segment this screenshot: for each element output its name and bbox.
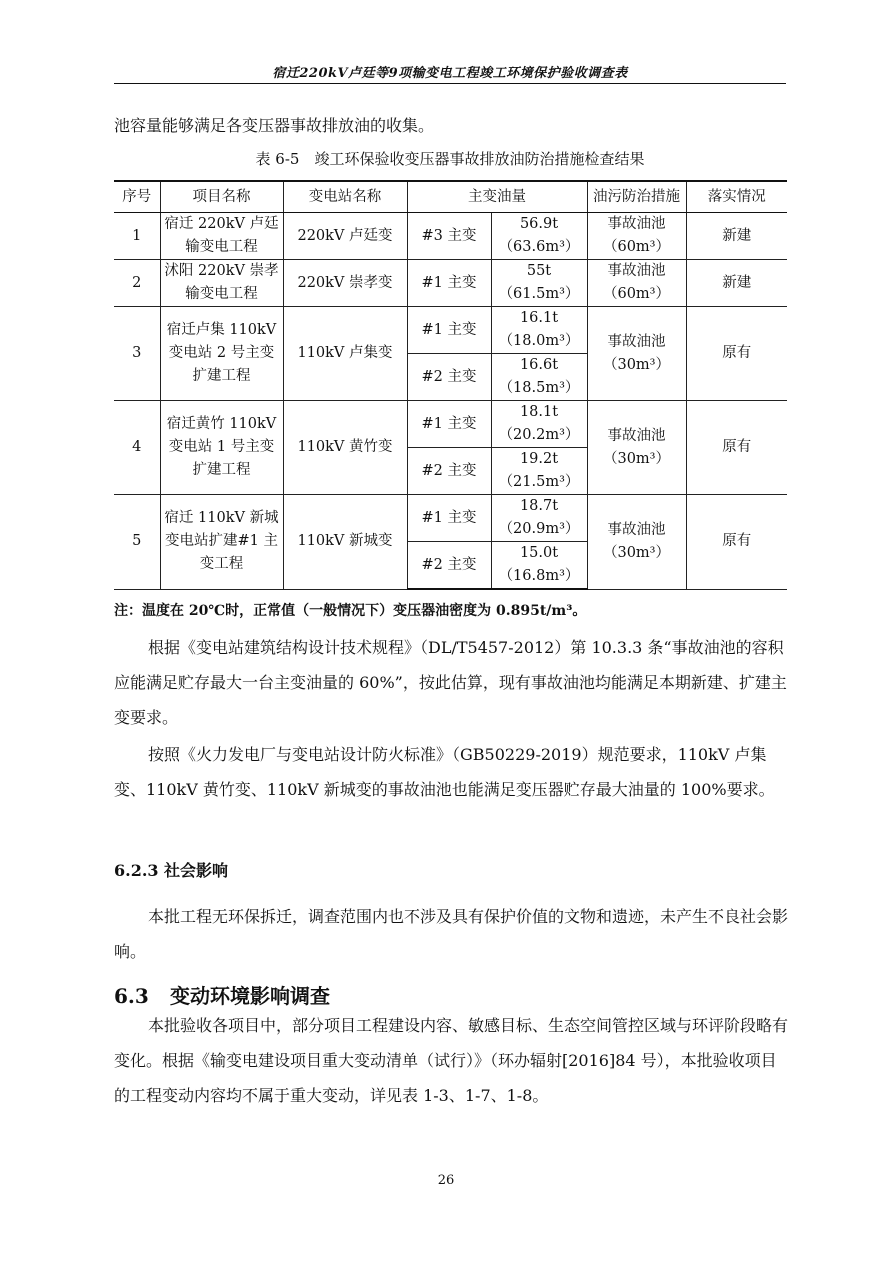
status: 原有 xyxy=(686,307,787,401)
table-row xyxy=(114,260,787,307)
paragraph-change-survey: 本批验收各项目中，部分项目工程建设内容、敏感目标、生态空间管控区域与环评阶段略有变化。根据《输变电建设项目重大变动清单（试行）》（环办辐射[2016]84 号），本批验收项目的工程变动内容均不属于重大变动，详见表 1-3、1-7、1-8。 xyxy=(114,1016,789,1105)
section-number: 6.2.3 xyxy=(114,861,159,880)
oil-amount xyxy=(491,448,587,495)
oil-weight: 16.1t xyxy=(519,310,559,326)
row-number: 3 xyxy=(114,307,160,401)
oil-volume: （20.2m³） xyxy=(498,427,580,443)
section-title: 社会影响 xyxy=(164,861,229,880)
project-name: 宿迁黄竹 110kV 变电站 1 号主变扩建工程 xyxy=(160,401,283,495)
oil-amount xyxy=(491,495,587,542)
table-row xyxy=(114,213,787,260)
status: 新建 xyxy=(686,260,787,307)
oil-measures-table xyxy=(114,180,787,590)
oil-amount xyxy=(491,307,587,354)
pollution-measure: 事故油池（30m³） xyxy=(587,495,686,590)
header-rule xyxy=(114,83,786,84)
oil-volume: （20.9m³） xyxy=(498,521,580,537)
oil-volume: （61.5m³） xyxy=(498,286,580,302)
status: 原有 xyxy=(686,495,787,590)
transformer-name: #1 主变 xyxy=(407,307,491,354)
oil-weight: 19.2t xyxy=(519,451,559,467)
transformer-name: #2 主变 xyxy=(407,354,491,401)
running-header: 宿迁220kV卢廷等9项输变电工程竣工环境保护验收调查表 xyxy=(272,66,628,81)
station-name: 110kV 新城变 xyxy=(283,495,407,590)
station-name: 110kV 黄竹变 xyxy=(283,401,407,495)
transformer-name: #1 主变 xyxy=(407,495,491,542)
transformer-name: #1 主变 xyxy=(407,401,491,448)
project-name: 宿迁 110kV 新城变电站扩建#1 主变工程 xyxy=(160,495,283,590)
transformer-name: #2 主变 xyxy=(407,542,491,590)
oil-amount xyxy=(491,542,587,590)
header-cell: 落实情况 xyxy=(686,181,787,213)
station-name: 110kV 卢集变 xyxy=(283,307,407,401)
oil-weight: 16.6t xyxy=(519,357,559,373)
header-cell: 变电站名称 xyxy=(283,181,407,213)
table-caption: 表 6-5 竣工环保验收变压器事故排放油防治措施检查结果 xyxy=(255,150,645,168)
table-row xyxy=(114,401,787,448)
transformer-name: #2 主变 xyxy=(407,448,491,495)
oil-amount xyxy=(491,401,587,448)
station-name: 220kV 崇孝变 xyxy=(283,260,407,307)
oil-volume: （18.0m³） xyxy=(498,333,580,349)
pollution-measure: 事故油池（30m³） xyxy=(587,307,686,401)
transformer-name: #3 主变 xyxy=(407,213,491,260)
project-name: 宿迁 220kV 卢廷输变电工程 xyxy=(160,213,283,260)
oil-volume: （18.5m³） xyxy=(498,380,580,396)
oil-volume: （21.5m³） xyxy=(498,474,580,490)
row-number: 4 xyxy=(114,401,160,495)
pollution-measure: 事故油池（60m³） xyxy=(587,260,686,307)
section-title: 变动环境影响调查 xyxy=(170,984,330,1008)
paragraph-fire-standard: 按照《火力发电厂与变电站设计防火标准》（GB50229-2019）规范要求，110kV 卢集变、110kV 黄竹变、110kV 新城变的事故油池也能满足变压器贮存最大油量的 100%要求。 xyxy=(114,745,775,799)
status: 原有 xyxy=(686,401,787,495)
transformer-name: #1 主变 xyxy=(407,260,491,307)
oil-volume: （16.8m³） xyxy=(498,568,580,584)
oil-weight: 56.9t xyxy=(519,216,559,232)
section-heading-6-3 xyxy=(114,980,330,1009)
oil-amount xyxy=(491,213,587,260)
table-note: 注：温度在 20℃时，正常值（一般情况下）变压器油密度为 0.895t/m³。 xyxy=(114,603,587,619)
row-number: 2 xyxy=(114,260,160,307)
project-name: 宿迁卢集 110kV 变电站 2 号主变扩建工程 xyxy=(160,307,283,401)
project-name: 沭阳 220kV 崇孝输变电工程 xyxy=(160,260,283,307)
paragraph-social-impact: 本批工程无环保拆迁，调查范围内也不涉及具有保护价值的文物和遗迹，未产生不良社会影响。 xyxy=(114,907,789,961)
header-cell: 序号 xyxy=(114,181,160,213)
header-cell: 项目名称 xyxy=(160,181,283,213)
status: 新建 xyxy=(686,213,787,260)
pollution-measure: 事故油池（60m³） xyxy=(587,213,686,260)
oil-weight: 18.1t xyxy=(519,404,559,420)
oil-weight: 55t xyxy=(526,263,552,279)
station-name: 220kV 卢廷变 xyxy=(283,213,407,260)
paragraph-standard: 根据《变电站建筑结构设计技术规程》（DL/T5457-2012）第 10.3.3 条“事故油池的容积应能满足贮存最大一台主变油量的 60%”，按此估算，现有事故油池均能满足本期新建、扩建主变要求。 xyxy=(114,638,787,727)
intro-line: 池容量能够满足各变压器事故排放油的收集。 xyxy=(114,116,435,135)
row-number: 1 xyxy=(114,213,160,260)
section-number: 6.3 xyxy=(114,984,149,1008)
table-row xyxy=(114,495,787,542)
oil-volume: （63.6m³） xyxy=(498,239,580,255)
header-cell: 主变油量 xyxy=(407,181,587,213)
header-cell: 油污防治措施 xyxy=(587,181,686,213)
row-number: 5 xyxy=(114,495,160,590)
oil-amount xyxy=(491,260,587,307)
pollution-measure: 事故油池（30m³） xyxy=(587,401,686,495)
page-number: 26 xyxy=(437,1173,455,1188)
section-heading-6-2-3 xyxy=(114,858,228,881)
oil-amount xyxy=(491,354,587,401)
oil-weight: 15.0t xyxy=(519,545,559,561)
table-row xyxy=(114,307,787,354)
oil-weight: 18.7t xyxy=(519,498,559,514)
